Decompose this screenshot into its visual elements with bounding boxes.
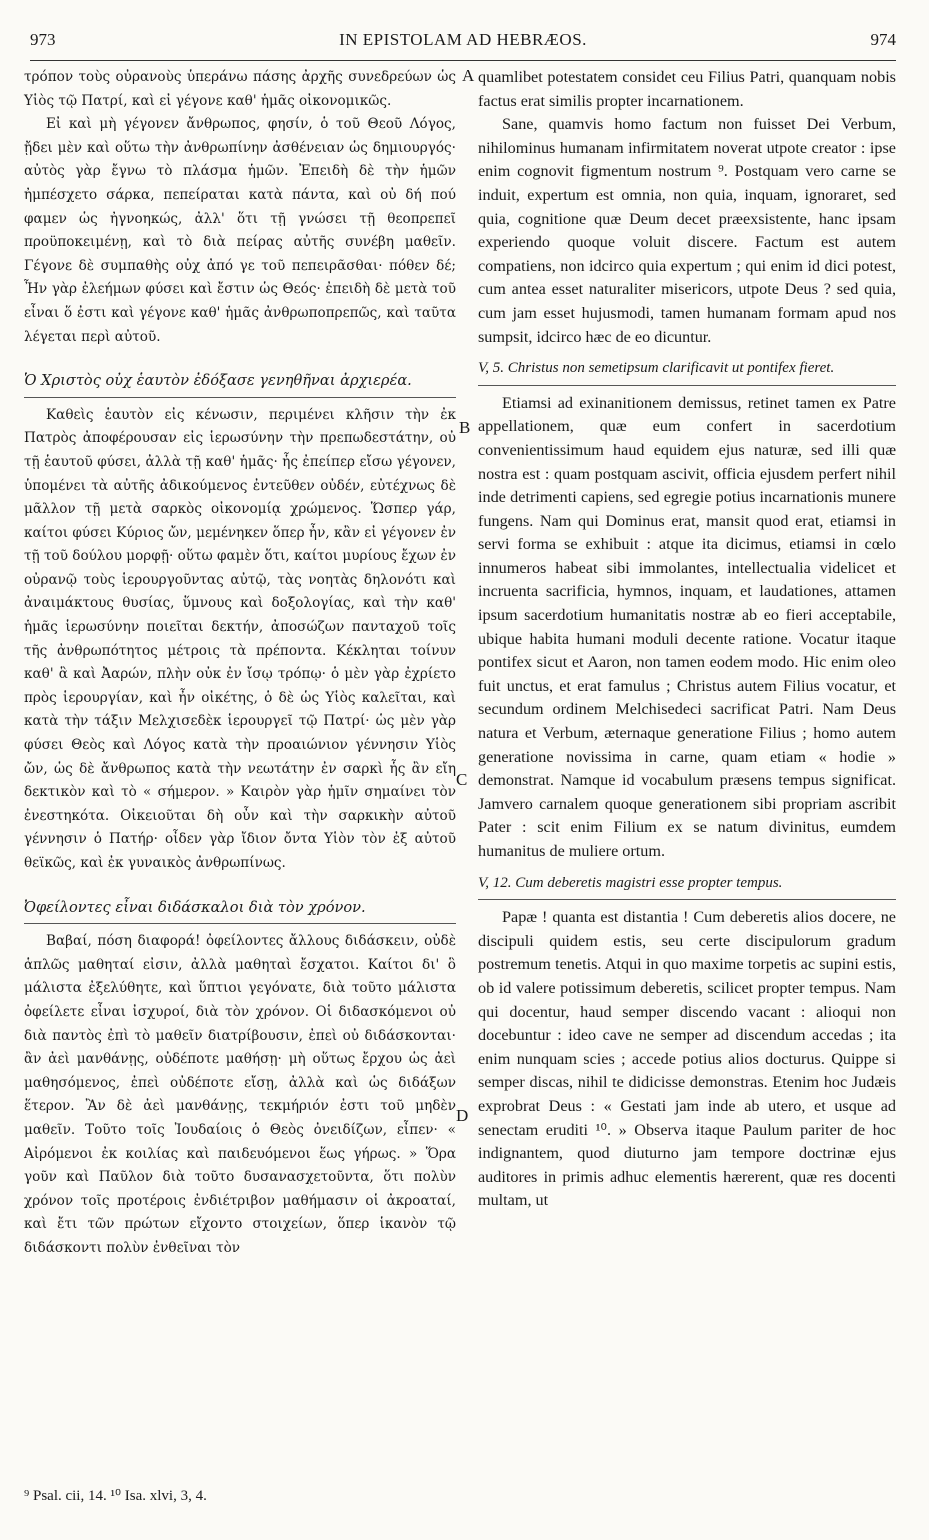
greek-heading-1: Ὁ Χριστὸς οὐχ ἑαυτὸν ἐδόξασε γενηθῆναι ἀρχιερέα. [24, 372, 412, 390]
latin-paragraph-2: Sane, quamvis homo factum non fuisset Dei Verbum, nihilominus humanam infirmitatem noverat utpote creator : ipse enim cognovit figmentum nostrum ⁹. Postquam vero carne se induit, expertum est omnia, non quia, inquam, ignoraret, sed quia, cognitione quæ Deum decet præexsistente, hanc ipsam experiendo quoque voluit discere. Factum est autem compatiens, non idcirco quia expertum ; qui enim id dici potest, cum antea esset naturaliter misericors, utpote Deus ? sed quia, cum jam esset hujusmodi, tamen humanam formam apud nos sumpsit, idcirco hæc de eo dicuntur. [478, 115, 896, 346]
greek-paragraph-2: Εἰ καὶ μὴ γέγονεν ἄνθρωπος, φησίν, ὁ τοῦ Θεοῦ Λόγος, ᾔδει μὲν καὶ οὕτω τὴν ἀνθρωπίνην ἀσθένειαν ὡς δημιουργός· αὐτὸς γὰρ ἔγνω τὸ πλάσμα ἡμῶν. Ἐπειδὴ δὲ τὴν ἡμῶν ἠμπέσχετο σάρκα, πεπείραται κατὰ πάντα, καὶ οὐ δή πού φαμεν ὡς ἠγνοηκώς, ἀλλ' ὅτι τῇ γνώσει τῇ θεοπρεπεῖ προϋποκειμένῃ, καὶ τὸ διὰ πείρας αὐτῆς συνέβη μαθεῖν. Γέγονε δὲ συμπαθὴς οὐχ ἀπό γε τοῦ πεπειρᾶσθαι· πόθεν δέ; Ἦν γὰρ ἐλεήμων φύσει καὶ ἔστιν ὡς Θεός· ἐπειδὴ δὲ μετὰ τοῦ εἶναι ὅ ἐστι καὶ γέγονε καθ' ἡμᾶς ἀνθρωποπρεπῶς, καὶ ταῦτα λέγεται περὶ αὐτοῦ. [24, 116, 456, 345]
latin-paragraph-1: quamlibet potestatem considet ceu Filius Patri, quanquam nobis factus erat similis propter incarnationem. [478, 68, 896, 110]
header-rule [30, 60, 896, 61]
margin-marker-b: B [459, 418, 471, 437]
margin-marker-a: A [462, 66, 475, 85]
latin-column [478, 66, 896, 1213]
latin-paragraph-4: Papæ ! quanta est distantia ! Cum deberetis alios docere, ne discipuli quidem estis, seu certe discipulorum gradum postremum tenetis. Atqui in quo maxime torpetis ac supini estis, ob id valere potissimum deberetis, scilicet propter tempus. Nam qui docentur, haud semper discendo vacant : alioqui non docebuntur : ideo cave ne semper ad discendum accedas ; ita enim nunquam scies ; accede potius alios docturus. Quippe si semper discas, nihil te didicisse demonstras. Etenim hoc Judæis exprobrat Deus : « Gestati jam inde ab utero, et usque ad senectam eruditi ¹⁰. » Observa itaque Paulum pariter de hoc indignantem, quod diuturno jam tempore doctrinæ ejus auditores in primis adhuc elementis hærerent, quæ res docenti multam, ut [478, 908, 896, 1210]
greek-paragraph-1: τρόπον τοὺς οὐρανοὺς ὑπεράνω πάσης ἀρχῆς συνεδρεύων ὡς Υἱὸς τῷ Πατρί, καὶ εἰ γέγονε καθ' ἡμᾶς οἰκονομικῶς. [24, 69, 456, 109]
greek-paragraph-4: Βαβαί, πόση διαφορά! ὀφείλοντες ἄλλους διδάσκειν, οὐδὲ ἁπλῶς μαθηταί εἰσιν, ἀλλὰ μαθηταὶ ἔσχατοι. Καίτοι δι' ὃ μάλιστα ἐξελύθητε, καὶ ὕπτιοι γεγόνατε, διὰ τοῦτο μάλιστα ὀφείλετε εἶναι ἰσχυροί, διὰ τὸν χρόνον. Οἱ διδασκόμενοι οὐ διὰ παντὸς ἐπὶ τὸ μαθεῖν διατρίβουσιν, ἐπεὶ οὐ διδάσκονται· ἂν ἀεὶ μανθάνῃς, οὐδέποτε μαθήσῃ· μὴ οὕτως ἔρχου ὡς ἀεὶ μαθησόμενος, ἐπεὶ οὐδέποτε εἴσῃ, ἀλλὰ καὶ ὡς διδάξων ἕτερον. Ἂν δὲ ἀεὶ μανθάνῃς, τεκμήριόν ἐστι τοῦ μηδὲν μαθεῖν. Τοῦτο τοῖς Ἰουδαίοις ὁ Θεὸς ὀνειδίζων, εἶπεν· « Αἰρόμενοι ἐκ κοιλίας καὶ παιδευόμενοι ἕως γήρως. » Ὅρα γοῦν καὶ Παῦλον διὰ τοῦτο δυσανασχετοῦντα, ὅτι πολὺν χρόνον τοῖς προτέροις ἐνδιέτριβον μαθήμασιν οἱ ἀκροαταί, καὶ ἔτι τῶν πρώτων εἴχοντο στοιχείων, ὅπερ ἱκανὸν τῷ διδάσκοντι πολὺν ἐνθεῖναι τὸν [24, 933, 456, 1256]
greek-column [24, 66, 456, 1261]
latin-heading-1: V, 5. Christus non semetipsum clarificavit ut pontifex fieret. [478, 360, 835, 377]
margin-marker-c: C [456, 770, 468, 789]
right-page-number: 974 [870, 30, 896, 49]
left-page-number: 973 [30, 30, 56, 49]
running-title: IN EPISTOLAM AD HEBRÆOS. [339, 30, 587, 49]
footnotes: ⁹ Psal. cii, 14. ¹⁰ Isa. xlvi, 3, 4. [24, 1488, 207, 1504]
page-header [30, 30, 896, 60]
greek-paragraph-3: Καθεὶς ἑαυτὸν εἰς κένωσιν, περιμένει κλῆσιν τὴν ἐκ Πατρὸς ἀποφέρουσαν εἰς ἱερωσύνην τὴν πρεπωδεστάτην, οὐ τῇ ἑαυτοῦ φύσει, ἀλλὰ τῇ καθ' ἡμᾶς· ἧς ἐπείπερ εἴσω γέγονεν, ὑπομένει τὰ αὐτῆς ἀδικούμενος ἐντεῦθεν οὐδέν, εὐτέχνως δὲ μᾶλλον τῇ μετὰ σαρκὸς οἰκονομίᾳ χρώμενος. Ὥσπερ γάρ, καίτοι φύσει Κύριος ὤν, μεμένηκεν ὅπερ ἦν, κἂν εἰ γέγονεν ἐν τῇ τοῦ δούλου μορφῇ· οὕτω φαμὲν ὅτι, καίτοι μυρίους ἔχων ἐν οὐρανῷ τοὺς ἱερουργοῦντας αὐτῷ, τὰς νοητὰς δηλονότι καὶ ἀναιμάκτους θυσίας, ὕμνους καὶ δοξολογίας, καὶ τὴν καθ' ἡμᾶς ἱερωσύνην ποιεῖται δεκτήν, ἀποσώζων πανταχοῦ τοῖς τῆς ἀνθρωπότητος μέτροις τὰ πρέποντα. Κέκληται τοίνυν καθ' ἃ καὶ Ἀαρών, πλὴν οὐκ ἐν ἴσῳ τρόπῳ· ὁ μὲν γὰρ ἐχρίετο πρὸς ἱερουργίαν, καὶ ἦν οἰκέτης, ὁ δὲ ὡς Υἱὸς καλεῖται, καὶ κατὰ τὴν τάξιν Μελχισεδὲκ ἱερουργεῖ τῷ Πατρί· ὡς μὲν γὰρ φύσει Θεὸς καὶ Λόγος κατὰ τὴν προαιώνιον γέννησιν Υἱὸς ὤν, ὡς δὲ ἄνθρωπος κατὰ τὴν νεωτάτην ἐν σαρκὶ ἧς ἂν εἴη δεκτικὸν καὶ τὸ « σήμερον. » Καιρὸν γὰρ ἡμῖν σημαίνει τὸν ἐνεστηκότα. Οἰκειοῦται δὴ οὖν καὶ τὴν σαρκικὴν αὐτοῦ γέννησιν ὁ Πατήρ· οἶδεν γὰρ ἴδιον ὄντα Υἱὸν τὸν ἐξ αὐτοῦ θεϊκῶς, καὶ ἐκ γυναικὸς ἀνθρωπίνως. [24, 406, 456, 871]
latin-heading-2: V, 12. Cum deberetis magistri esse propter tempus. [478, 874, 783, 891]
latin-paragraph-3: Etiamsi ad exinanitionem demissus, retinet tamen ex Patre appellationem, quæ eum confert in sacerdotium convenientissimum haud equidem ejus naturæ, sed illi quæ nostra est : quam postquam ascivit, officia ejusdem perfert nihil inde detrimenti capiens, sed egregie potius incarnationis munere fungens. Nam qui Dominus erat, mansit quod erat, etiamsi in servi forma se exhibuit : atque ita dicimus, etiamsi in cœlo innumeros habeat sibi immolantes, intellectualia videlicet et incruenta sacrificia, hymnos, inquam, et laudationes, attamen ipsum sacerdotium humanitatis nostræ ab eo fieri acceptabile, ubique habita humani moduli decente ratione. Vocatur itaque pontifex sicut et Aaron, non tamen eodem modo. Hic enim oleo fuit unctus, et erat famulus ; Christus autem Filius vocatur, et secundum ordinem Melchisedeci sacrificat Patri. Nam Deus natura et Verbum, æternaque generatione Filius ; homo autem generatione novissima in carne, quam etiam « hodie » demonstrat. Namque id vocabulum præsens tempus significat. Jamvero carnalem quoque generationem sibi propriam ascribit Pater : scit enim Filium ex se natum divinitus, eumdem humanitus de muliere ortum. [478, 393, 896, 860]
greek-heading-2: Ὀφείλοντες εἶναι διδάσκαλοι διὰ τὸν χρόνον. [24, 898, 366, 916]
margin-marker-d: D [456, 1106, 469, 1125]
